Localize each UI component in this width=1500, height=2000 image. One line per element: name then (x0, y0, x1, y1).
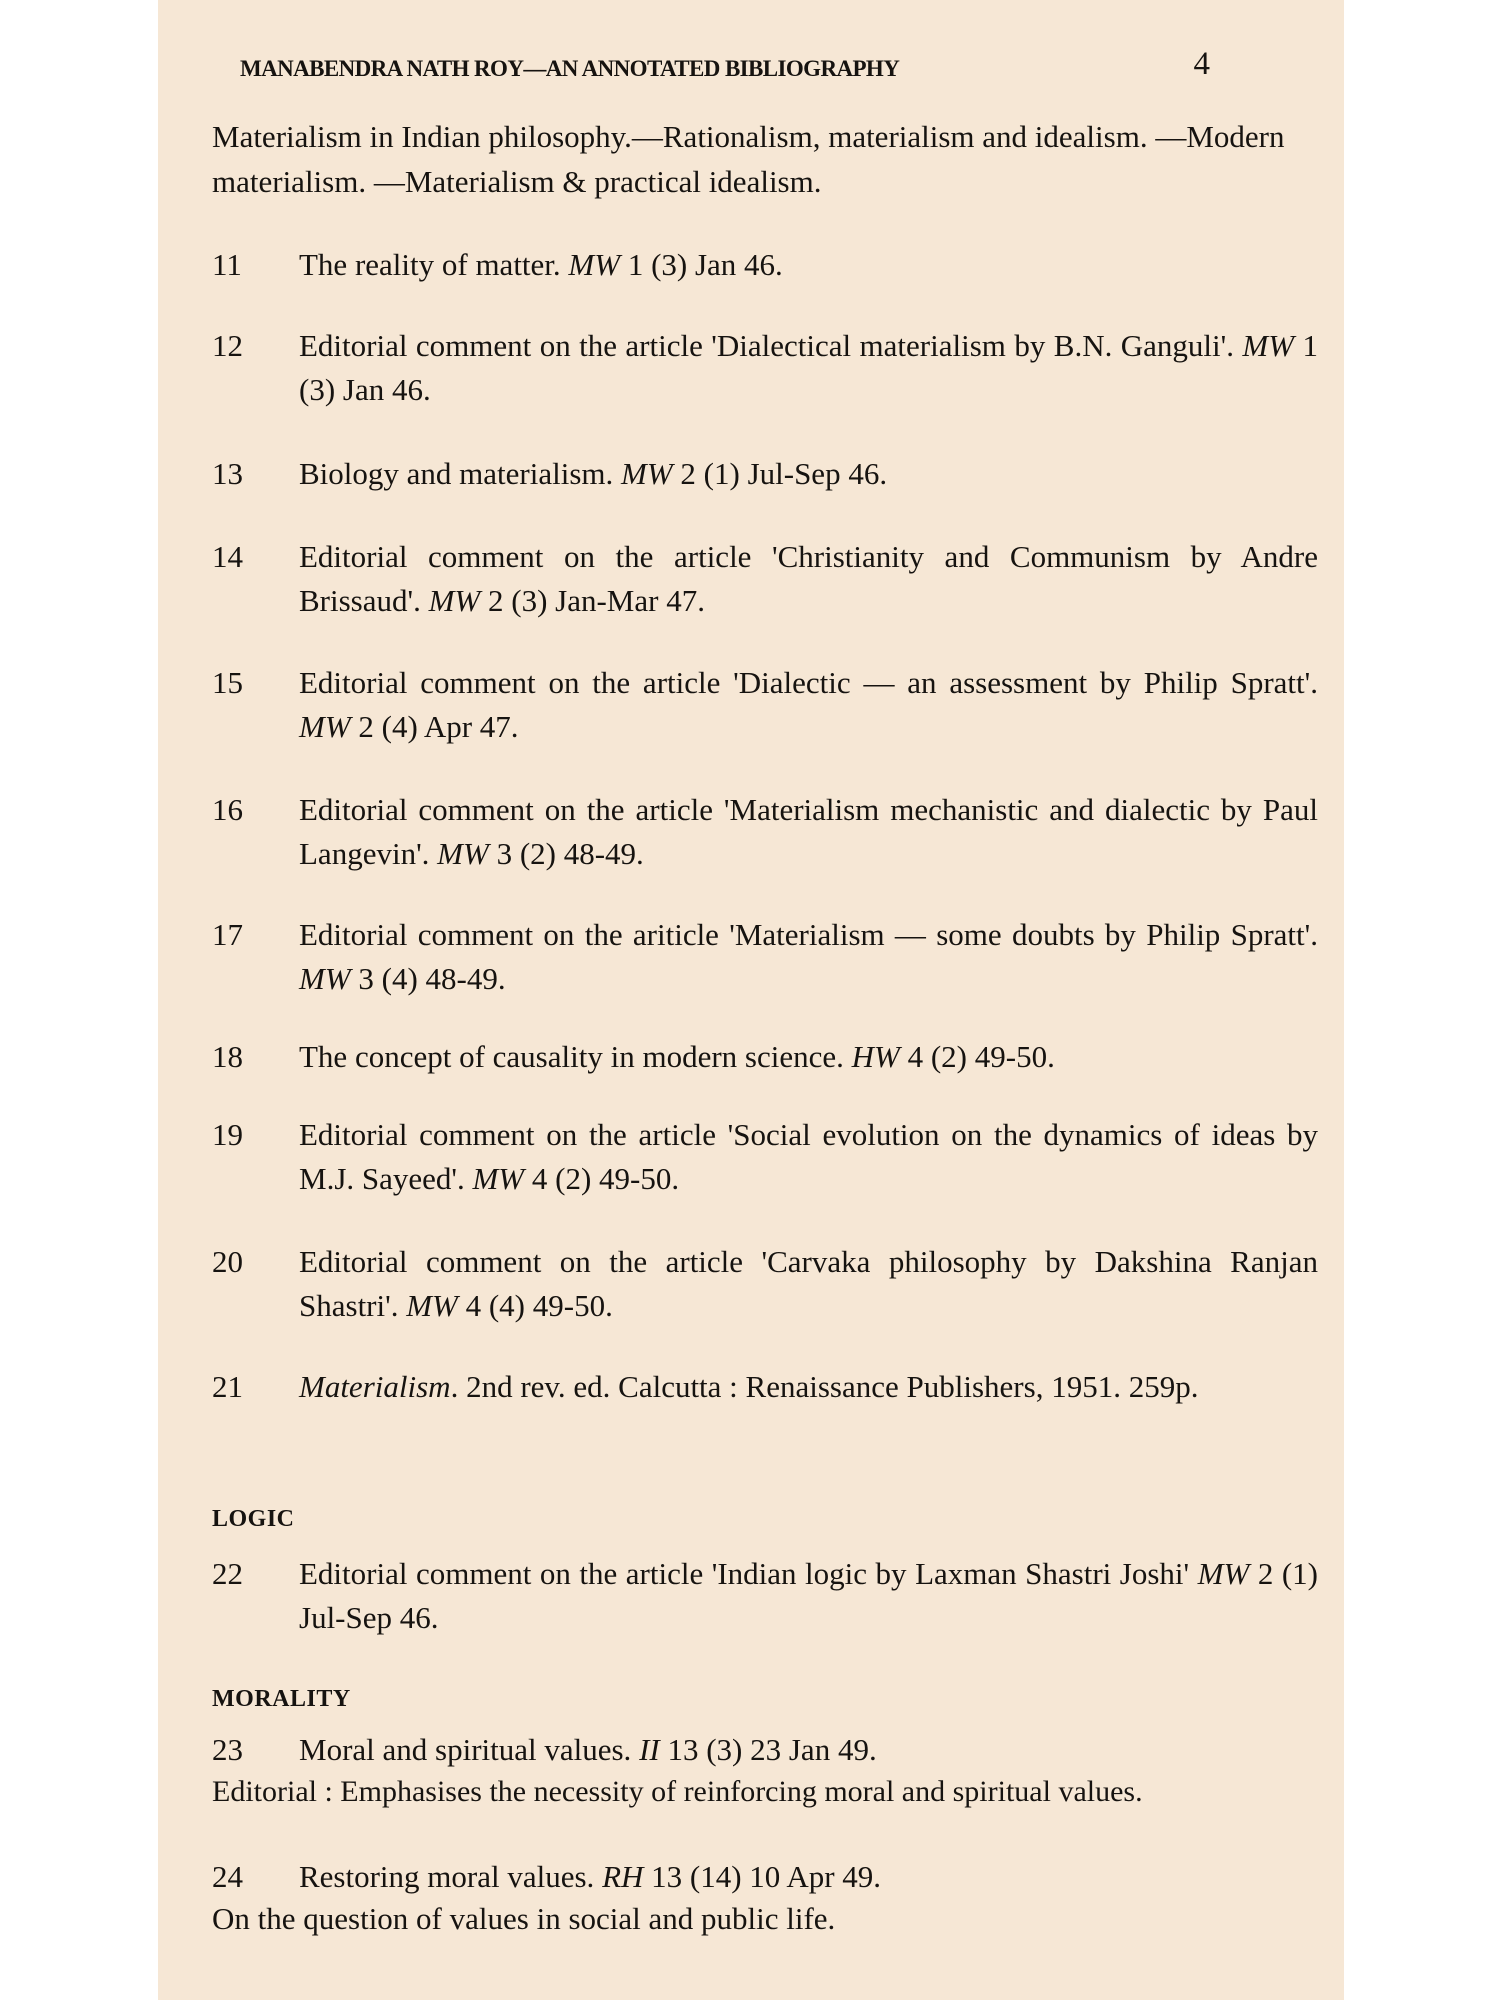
entry-details: 4 (4) 49-50. (457, 1288, 613, 1323)
bibliography-entry (212, 1552, 1318, 1640)
entry-title: Biology and materialism. (299, 456, 622, 491)
journal-abbrev: MW (406, 1288, 458, 1323)
entry-title: Editorial comment on the article 'Christianity and Communism by Andre Brissaud'. (299, 539, 1318, 618)
entry-title: Editorial comment on the article 'Dialectical materialism by B.N. Ganguli'. (299, 328, 1243, 363)
entry-details: 13 (14) 10 Apr 49. (643, 1859, 882, 1894)
bibliography-entry (212, 1365, 1318, 1409)
bibliography-entry (212, 243, 1318, 287)
entry-title: Editorial comment on the article 'Dialectic — an assessment by Philip Spratt'. (299, 665, 1318, 700)
entry-details: 4 (2) 49-50. (899, 1039, 1055, 1074)
entry-number: 21 (212, 1369, 243, 1404)
journal-abbrev: MW (428, 583, 481, 618)
entry-number: 14 (212, 539, 243, 574)
entry-details: 2 (3) Jan-Mar 47. (480, 583, 705, 618)
bibliography-entry (212, 535, 1318, 623)
entry-details: 13 (3) 23 Jan 49. (659, 1732, 877, 1767)
bibliography-entry (212, 913, 1318, 1001)
journal-abbrev: MW (568, 247, 621, 282)
entry-number: 18 (212, 1039, 243, 1074)
bibliography-entry (212, 661, 1318, 749)
entry-title: Editorial comment on the article 'Indian logic by Laxman Shastri Joshi' (299, 1556, 1198, 1591)
entry-title: Editorial comment on the ariticle 'Materialism — some doubts by Philip Spratt'. (299, 917, 1318, 952)
entry-title: The concept of causality in modern science. (299, 1039, 852, 1074)
section-heading-logic: LOGIC (212, 1506, 295, 1532)
entry-number: 24 (212, 1859, 243, 1894)
entry-number: 11 (212, 247, 242, 282)
bibliography-entry (212, 1113, 1318, 1201)
entry-annotation: On the question of values in social and public life. (212, 1901, 836, 1936)
entry-number: 22 (212, 1556, 243, 1591)
journal-abbrev: MW (299, 709, 351, 744)
entry-number: 19 (212, 1117, 243, 1152)
entry-number: 23 (212, 1732, 243, 1767)
page-header (240, 46, 1210, 92)
entry-details: 2 (1) Jul-Sep 46. (672, 456, 888, 491)
entry-title: Editorial comment on the article 'Materialism mechanistic and dialectic by Paul Langevin'. (299, 792, 1318, 871)
entry-details: 2 (4) Apr 47. (350, 709, 519, 744)
journal-abbrev: MW (472, 1161, 525, 1196)
journal-abbrev: MW (1242, 328, 1295, 363)
journal-abbrev: MW (621, 456, 673, 491)
journal-abbrev: MW (437, 836, 489, 871)
entry-title: Moral and spiritual values. (299, 1732, 640, 1767)
bibliography-entry (212, 1240, 1318, 1328)
book-title: Materialism (299, 1369, 451, 1404)
entry-number: 13 (212, 456, 243, 491)
entry-number: 20 (212, 1244, 243, 1279)
entry-details: 2 (1) Jul-Sep 46. (299, 1556, 1318, 1635)
entry-details: 3 (4) 48-49. (350, 961, 506, 996)
entry-number: 12 (212, 328, 243, 363)
journal-abbrev: HW (851, 1039, 900, 1074)
journal-abbrev: MW (299, 961, 351, 996)
bibliography-entry (212, 1035, 1318, 1079)
entry-title: Editorial comment on the article 'Social evolution on the dynamics of ideas by M.J. Sayeed'. (299, 1117, 1318, 1196)
intro-text: Materialism in Indian philosophy.—Rationalism, materialism and idealism. —Modern materialism. —Materialism & practical idealism. (212, 119, 1285, 199)
section-heading-morality: MORALITY (212, 1686, 351, 1712)
journal-abbrev: RH (602, 1859, 644, 1894)
entry-number: 17 (212, 917, 243, 952)
entry-details: 1 (3) Jan 46. (620, 247, 783, 282)
bibliography-entry (212, 788, 1318, 876)
entry-title: The reality of matter. (299, 247, 569, 282)
entry-details: 4 (2) 49-50. (524, 1161, 680, 1196)
entry-number: 16 (212, 792, 243, 827)
running-title: MANABENDRA NATH ROY—AN ANNOTATED BIBLIOGRAPHY (240, 56, 900, 81)
journal-abbrev: II (639, 1732, 660, 1767)
entry-title: Restoring moral values. (299, 1859, 603, 1894)
entry-title: Editorial comment on the article 'Carvaka philosophy by Dakshina Ranjan Shastri'. (299, 1244, 1318, 1323)
bibliography-entry (212, 1855, 1318, 1899)
entry-number: 15 (212, 665, 243, 700)
entry-details: 1 (3) Jan 46. (299, 328, 1318, 407)
bibliography-entry (212, 324, 1318, 412)
bibliography-entry (212, 452, 1318, 496)
journal-abbrev: MW (1197, 1556, 1250, 1591)
entry-details: . 2nd rev. ed. Calcutta : Renaissance Publishers, 1951. 259p. (450, 1369, 1199, 1404)
bibliography-entry (212, 1728, 1318, 1772)
page-number: 4 (1193, 46, 1210, 82)
entry-annotation: Editorial : Emphasises the necessity of reinforcing moral and spiritual values. (212, 1775, 1143, 1808)
entry-details: 3 (2) 48-49. (488, 836, 644, 871)
